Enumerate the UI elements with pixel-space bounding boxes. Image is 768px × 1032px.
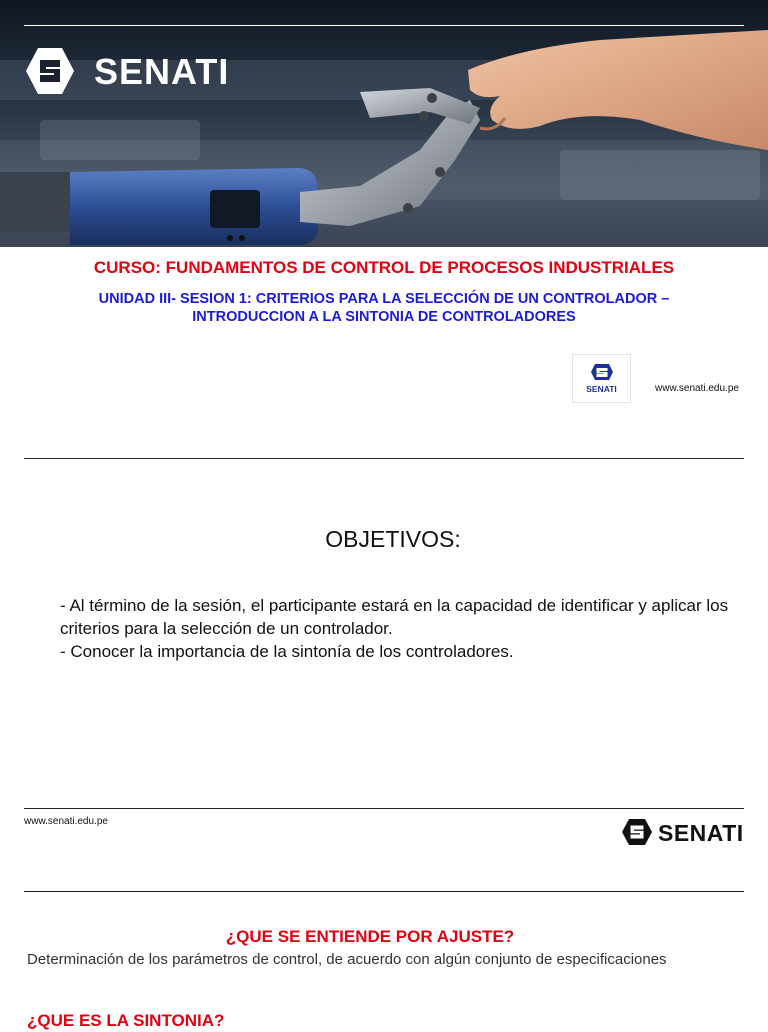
unit-title-line-1: UNIDAD III- SESION 1: CRITERIOS PARA LA SELECCIÓN DE UN CONTROLADOR – [98, 291, 670, 307]
small-logo-label: SENATI [586, 384, 617, 394]
objectives-list [60, 594, 740, 663]
slide-divider [24, 458, 744, 459]
senati-logo-icon [24, 46, 76, 96]
objective-item: - Conocer la importancia de la sintonía de los controladores. [60, 642, 514, 661]
unit-title [40, 290, 728, 326]
top-divider [24, 25, 744, 26]
slide-divider [24, 891, 744, 892]
brand-name: SENATI [94, 51, 230, 92]
answer-ajuste: Determinación de los parámetros de control, de acuerdo con algún conjunto de especificaciones [27, 951, 667, 968]
objectives-heading: OBJETIVOS: [325, 526, 461, 552]
unit-title-line-2: INTRODUCCION A LA SINTONIA DE CONTROLADORES [192, 309, 576, 325]
site-url[interactable]: www.senati.edu.pe [655, 383, 739, 394]
course-title: CURSO: FUNDAMENTOS DE CONTROL DE PROCESOS INDUSTRIALES [93, 258, 675, 277]
small-senati-logo [572, 354, 631, 403]
objective-item: - Al término de la sesión, el participante estará en la capacidad de identificar y aplicar los criterios para la selección de un controlador. [60, 596, 729, 638]
footer-divider [24, 808, 744, 809]
senati-logo-icon [573, 355, 630, 383]
hero-banner [0, 0, 768, 247]
question-sintonia: ¿QUE ES LA SINTONIA? [27, 1011, 225, 1030]
robot-hand-image [0, 0, 768, 247]
footer-brand-name: SENATI [658, 820, 744, 846]
question-ajuste: ¿QUE SE ENTIENDE POR AJUSTE? [225, 927, 515, 946]
footer-url[interactable]: www.senati.edu.pe [24, 816, 108, 827]
senati-logo-icon [621, 818, 653, 846]
